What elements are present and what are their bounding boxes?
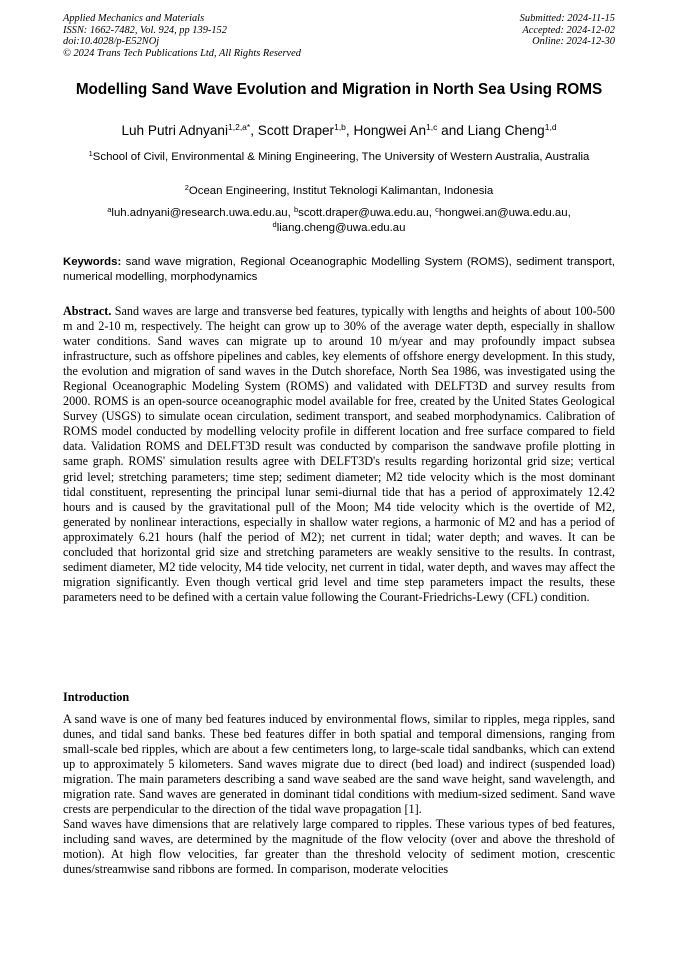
accepted-date: Accepted: 2024-12-02 bbox=[522, 24, 615, 36]
abstract-section bbox=[63, 304, 615, 605]
submitted-date: Submitted: 2024-11-15 bbox=[519, 13, 615, 24]
author: Scott Draper$^{1,b}$, bbox=[257, 122, 354, 138]
journal-header bbox=[63, 13, 301, 59]
online-date: Online: 2024-12-30 bbox=[532, 36, 615, 48]
issn-line: ISSN: 1662-7482, Vol. 924, pp 139-152 bbox=[63, 24, 227, 36]
introduction-body bbox=[63, 712, 615, 878]
dates-header bbox=[520, 13, 615, 48]
author-list bbox=[40, 122, 638, 139]
email-link[interactable]: liang.cheng@uwa.edu.au bbox=[276, 222, 406, 234]
copyright-line: © 2024 Trans Tech Publications Ltd, All Rights Reserved bbox=[63, 47, 301, 59]
doi-line: doi:10.4028/p-E52NOj bbox=[63, 36, 160, 48]
email-link[interactable]: hongwei.an@uwa.edu.au, bbox=[438, 207, 571, 219]
keywords-label: Keywords: bbox=[63, 256, 122, 268]
email-link[interactable]: luh.adnyani@research.uwa.edu.au, bbox=[111, 207, 294, 219]
email-link[interactable]: scott.draper@uwa.edu.au, bbox=[298, 207, 436, 219]
author: Liang Cheng$^{1,d}$ bbox=[467, 122, 557, 138]
affiliation-2: $^2$Ocean Engineering, Institut Teknologi Kalimantan, Indonesia bbox=[184, 183, 494, 197]
introduction-heading: Introduction bbox=[63, 690, 130, 704]
paper-title: Modelling Sand Wave Evolution and Migration in North Sea Using ROMS bbox=[75, 81, 603, 98]
keywords-section bbox=[63, 255, 615, 285]
affiliation-1: $^1$School of Civil, Environmental & Mining Engineering, The University of Western Australia, Australia bbox=[88, 149, 590, 163]
abstract-text: Sand waves are large and transverse bed features, typically with lengths and heights of about 100-500 m and 2-10 m, respectively. The height can grow up to 30% of the average water depth, especially in shallow water conditions. Sand waves can migrate up to around 10 m/year and may profoundly impact subsea infrastructure, such as offshore pipelines and cables, key elements of offshore energy development. In this study, the evolution and migration of sand waves in the Dutch shoreface, North Sea 1986, was investigated using the Regional Oceanographic Modeling System (ROMS) and validated with DELFT3D and survey results from 2000. ROMS is an open-source oceanographic model available for free, created by the United States Geological Survey (USGS) to simulate ocean circulation, sediment transport, and seabed morphodynamics. Calibration of ROMS model conducted by modelling velocity profile in different location and free surface compared to field data. Validation ROMS and DELFT3D result was conducted by comparison the sandwave profile plotting in same graph. ROMS' simulation results agree with DELFT3D's results regarding horizontal grid size; vertical grid level; stretching parameters; time step; sediment diameter; M2 tide velocity which is the most dominant tidal constituent, representing the principal lunar semi-diurnal tide that has a period of approximately 12.42 hours and is caused by the gravitational pull of the Moon; M4 tide velocity which is the overtide of M2, generated by nonlinear interactions, especially in shallow water regions, a harmonic of M2 and has a period of approximately 6.21 hours (half the period of M2); net current in tidal; water depth; and waves. It can be concluded that horizontal grid size and stretching parameters are weakly sensitive to the results. In contrast, sediment diameter, M2 tide velocity, M4 tide velocity, net current in tidal, water depth, and waves may affect the migration significantly. Even though vertical grid level and time step parameters impact the results, these parameters need to be defined with a certain value following the Courant-Friedrichs-Lewy (CFL) condition. bbox=[63, 304, 615, 604]
author-emails: $^a$luh.adnyani@research.uwa.edu.au, $^b$scott.draper@uwa.edu.au, $^c$hongwei.an@uwa.edu.au, $^d$liang.cheng@uwa.edu.au bbox=[107, 205, 571, 234]
keywords-text: sand wave migration, Regional Oceanographic Modelling System (ROMS), sediment transport, numerical modelling, morphodynamics bbox=[63, 256, 615, 283]
journal-name: Applied Mechanics and Materials bbox=[63, 13, 205, 24]
author: Hongwei An$^{1,c}$ and bbox=[353, 122, 468, 138]
paragraph: A sand wave is one of many bed features induced by environmental flows, similar to ripples, mega ripples, sand dunes, and tidal sand banks. These bed features differ in both spatial and temporal dimensions, ranging from small-scale bed ripples, which are about a few centimeters long, to large-scale tidal sandbanks, which can extend up to approximately 5 kilometers. Sand waves migrate due to direct (bed load) and indirect (suspended load) migration. The main parameters describing a sand wave seabed are the sand wave height, sand wavelength, and migration rate. Sand waves are generated in dominant tidal conditions with medium-sized sediment. Sand wave crests are perpendicular to the direction of the tidal wave propagation [1]. bbox=[63, 712, 615, 817]
paragraph: Sand waves have dimensions that are relatively large compared to ripples. These various types of bed features, including sand waves, are determined by the magnitude of the flow velocity (over and above the threshold of motion). At high flow velocities, far greater than the threshold velocity of sediment motion, crescentic dunes/streamwise sand ribbons are formed. In comparison, moderate velocities bbox=[63, 817, 615, 877]
author: Luh Putri Adnyani$^{1,2,a*}$, bbox=[121, 122, 258, 138]
abstract-label: Abstract. bbox=[63, 304, 112, 318]
